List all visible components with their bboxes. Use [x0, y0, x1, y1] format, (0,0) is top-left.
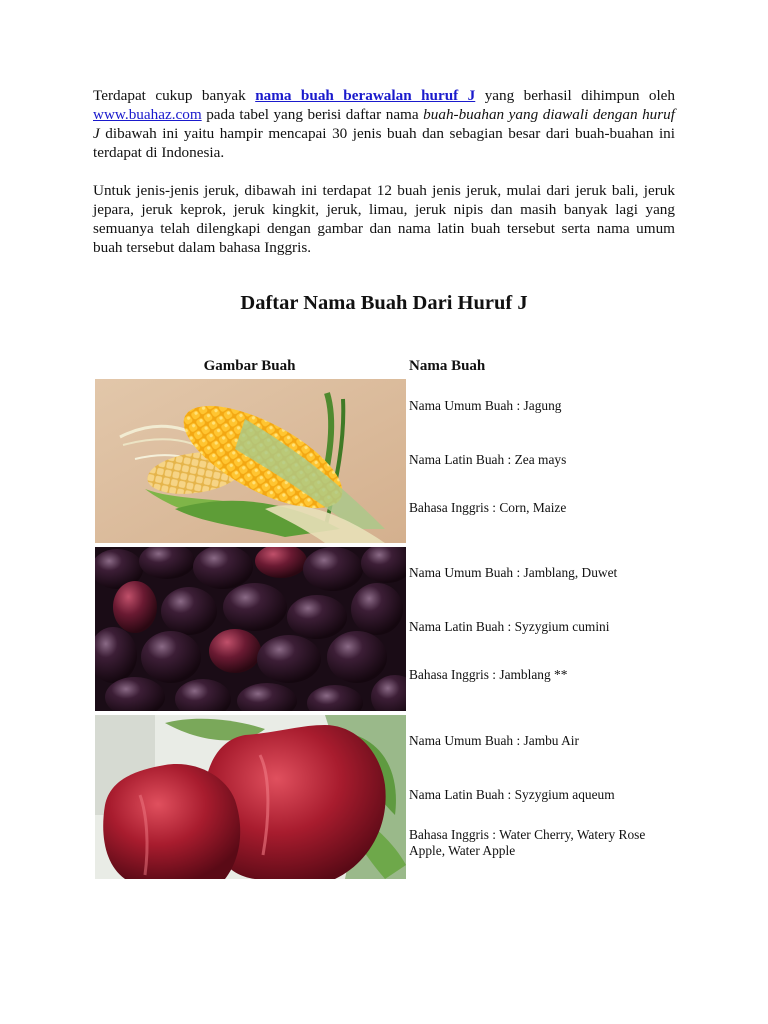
intro-text: yang berhasil dihimpun oleh — [475, 87, 675, 104]
english-name: Bahasa Inggris : Water Cherry, Watery Rose Apple, Water Apple — [409, 827, 646, 858]
fruit-row-jagung — [95, 379, 675, 543]
link-buahaz-site[interactable]: www.buahaz.com — [93, 106, 202, 123]
intro-italic-text: buah-buahan yang diawali dengan huruf J — [93, 106, 675, 142]
fruit-row-jamblang — [95, 547, 675, 711]
jambu-air-image — [95, 715, 406, 879]
intro-paragraph-1 — [93, 86, 675, 162]
common-name: Nama Umum Buah : Jamblang, Duwet — [409, 565, 618, 580]
corn-image — [95, 379, 406, 543]
fruit-row-jambu-air — [95, 715, 675, 879]
list-title: Daftar Nama Buah Dari Huruf J — [240, 292, 528, 314]
intro-text: pada tabel yang berisi daftar nama — [201, 106, 424, 123]
document-page — [93, 86, 675, 858]
english-name: Bahasa Inggris : Jamblang ** — [409, 667, 568, 682]
english-name: Bahasa Inggris : Corn, Maize — [409, 500, 567, 515]
latin-name: Nama Latin Buah : Zea mays — [409, 452, 567, 467]
jamblang-image — [95, 547, 406, 711]
link-nama-buah-huruf-j[interactable]: nama buah berawalan huruf J — [255, 87, 476, 104]
column-header-name: Nama Buah — [409, 358, 486, 374]
common-name: Nama Umum Buah : Jagung — [409, 398, 562, 413]
intro-text: dibawah ini yaitu hampir mencapai 30 jenis buah dan sebagian besar dari buah-buahan ini terdapat di Indonesia. — [93, 125, 675, 161]
common-name: Nama Umum Buah : Jambu Air — [409, 733, 579, 748]
latin-name: Nama Latin Buah : Syzygium cumini — [409, 619, 610, 634]
column-header-image: Gambar Buah — [203, 358, 296, 374]
intro-paragraph-2: Untuk jenis-jenis jeruk, dibawah ini terdapat 12 buah jenis jeruk, mulai dari jeruk bali, jeruk jepara, jeruk keprok, jeruk kingkit, jeruk, limau, jeruk nipis dan masih banyak lagi yang semuanya telah dilengkapi dengan gambar dan nama latin buah tersebut serta nama umum buah tersebut dalam bahasa Inggris. — [93, 182, 675, 256]
intro-text: Terdapat cukup banyak — [93, 87, 256, 104]
latin-name: Nama Latin Buah : Syzygium aqueum — [409, 787, 615, 802]
